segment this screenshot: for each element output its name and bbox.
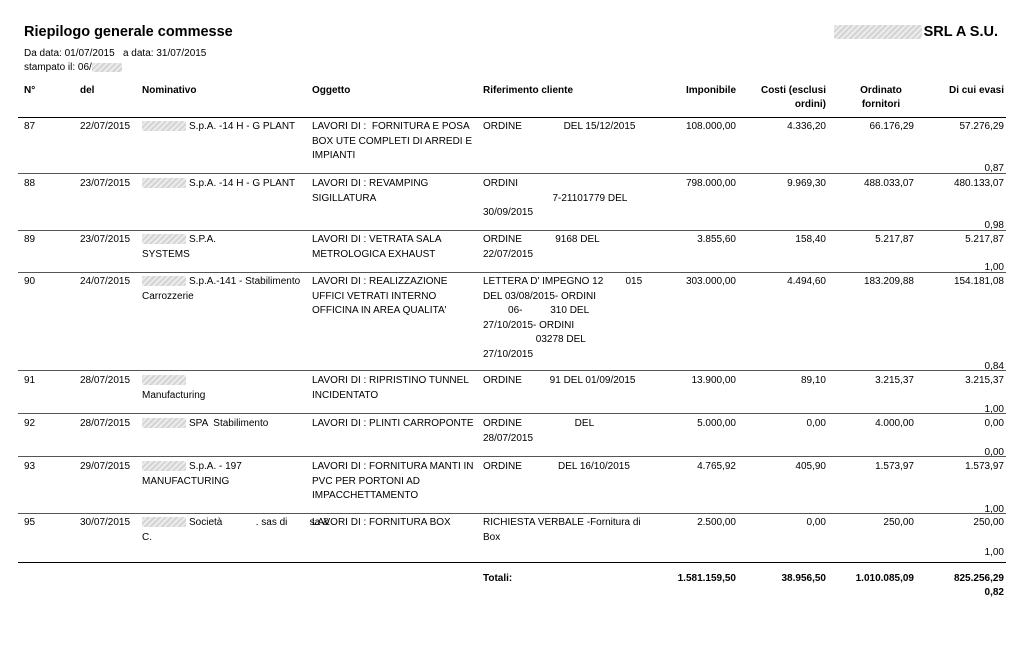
row-oggetto-line: LAVORI DI : FORNITURA MANTI IN (312, 461, 474, 472)
row-oggetto-line: IMPACCHETTAMENTO (312, 490, 419, 501)
row-riferimento-line: LETTERA D' IMPEGNO 12 015 (483, 276, 643, 287)
row-nominativo-line (142, 374, 189, 389)
row-ordinato: 1.573,97 (875, 461, 914, 472)
row-evasi: 57.276,29 (959, 121, 1004, 132)
row-ordinato: 488.033,07 (863, 178, 914, 189)
totals-label: Totali: (483, 573, 513, 584)
totals-imponibile: 1.581.159,50 (677, 573, 736, 584)
row-costi: 158,40 (795, 234, 826, 245)
col-imponibile: Imponibile (686, 85, 736, 96)
row-ordinato: 66.176,29 (869, 121, 914, 132)
row-imponibile: 108.000,00 (685, 121, 736, 132)
redacted-name (142, 121, 186, 131)
row-ordinato: 5.217,87 (875, 234, 914, 245)
row-riferimento-line: 7-21101779 DEL (483, 192, 628, 204)
row-oggetto-line: LAVORI DI : VETRATA SALA (312, 234, 442, 245)
row-rule (18, 413, 1006, 414)
redacted-printed-date (92, 63, 122, 72)
row-riferimento-line: ORDINI (483, 178, 518, 189)
row-oggetto-line: BOX UTE COMPLETI DI ARREDI E (312, 135, 473, 147)
row-rule (18, 230, 1006, 231)
redacted-name (142, 375, 186, 385)
row-nominativo-text: S.p.A. -14 H - G PLANT (189, 178, 296, 189)
row-oggetto-line: LAVORI DI : RIPRISTINO TUNNEL (312, 375, 469, 386)
row-riferimento-line: 03278 DEL (483, 334, 586, 345)
row-number: 95 (24, 517, 36, 528)
row-oggetto-line: LAVORI DI : REALIZZAZIONE (312, 276, 448, 287)
row-nominativo-line (142, 417, 268, 432)
row-rule (18, 272, 1006, 273)
row-imponibile: 303.000,00 (685, 276, 736, 287)
col-nominativo: Nominativo (142, 85, 197, 96)
row-nominativo-line (142, 516, 330, 531)
row-rule (18, 173, 1006, 174)
col-ordinato-line2: fornitori (861, 99, 901, 110)
row-oggetto-line: LAVORI DI : FORNITURA E POSA (312, 121, 470, 132)
company-name (834, 24, 998, 40)
row-oggetto-line: LAVORI DI : PLINTI CARROPONTE (312, 418, 474, 429)
row-ordinato: 183.209,88 (863, 276, 914, 287)
totals-evasi: 825.256,29 (953, 573, 1004, 584)
row-oggetto-line: LAVORI DI : FORNITURA BOX (312, 517, 451, 528)
totals-ratio: 0,82 (984, 587, 1004, 598)
row-nominativo-line (142, 233, 216, 248)
row-oggetto-line: PVC PER PORTONI AD (312, 475, 420, 487)
row-nominativo-text: Società . sas di sa & (189, 517, 330, 528)
col-ordinato (846, 84, 916, 112)
row-riferimento-line: Box (483, 531, 501, 543)
row-riferimento-line: 27/10/2015 (483, 348, 534, 360)
row-riferimento-line: 22/07/2015 (483, 248, 534, 260)
row-ratio: 0,98 (984, 220, 1004, 231)
company-suffix: SRL A S.U. (923, 24, 998, 40)
row-date: 29/07/2015 (80, 461, 131, 472)
row-number: 87 (24, 121, 36, 132)
row-date: 28/07/2015 (80, 418, 131, 429)
row-ratio: 1,00 (984, 404, 1004, 415)
col-costi-line2: ordini) (794, 99, 826, 110)
row-number: 92 (24, 418, 36, 429)
row-date: 24/07/2015 (80, 276, 131, 287)
col-riferimento: Riferimento cliente (483, 85, 574, 96)
row-costi: 4.494,60 (787, 276, 826, 287)
row-evasi: 0,00 (984, 418, 1004, 429)
row-oggetto-line: UFFICI VETRATI INTERNO (312, 290, 437, 302)
row-nominativo-text: S.P.A. (189, 234, 217, 245)
redacted-name (142, 418, 186, 428)
row-nominativo-line (142, 475, 229, 490)
row-nominativo-text: Carrozzerie (142, 290, 194, 302)
row-nominativo-line (142, 248, 190, 263)
row-number: 89 (24, 234, 36, 245)
row-nominativo-line (142, 177, 295, 192)
row-number: 93 (24, 461, 36, 472)
row-number: 90 (24, 276, 36, 287)
row-costi: 4.336,20 (787, 121, 826, 132)
row-ordinato: 4.000,00 (875, 418, 914, 429)
row-nominativo-text: C. (142, 531, 152, 543)
col-oggetto: Oggetto (312, 85, 351, 96)
col-ordinato-line1: Ordinato (860, 85, 902, 96)
row-riferimento-line: ORDINE DEL 15/12/2015 (483, 121, 636, 132)
row-ratio: 1,00 (984, 262, 1004, 273)
row-ordinato: 3.215,37 (875, 375, 914, 386)
row-rule (18, 456, 1006, 457)
row-date: 30/07/2015 (80, 517, 131, 528)
row-oggetto-line: INCIDENTATO (312, 389, 379, 401)
totals-costi: 38.956,50 (781, 573, 826, 584)
row-ratio: 0,00 (984, 447, 1004, 458)
row-riferimento-line: 06- 310 DEL (483, 305, 590, 316)
col-costi (740, 84, 826, 112)
totals-rule (18, 562, 1006, 563)
row-number: 88 (24, 178, 36, 189)
row-imponibile: 3.855,60 (697, 234, 736, 245)
row-oggetto-line: METROLOGICA EXHAUST (312, 248, 436, 260)
row-oggetto-line: OFFICINA IN AREA QUALITA' (312, 305, 447, 316)
row-nominativo-text: MANUFACTURING (142, 475, 230, 487)
redacted-name (142, 178, 186, 188)
row-nominativo-text: SPA Stabilimento (189, 418, 269, 429)
row-date: 23/07/2015 (80, 178, 131, 189)
row-nominativo-line (142, 120, 295, 135)
row-evasi: 154.181,08 (953, 276, 1004, 287)
row-rule (18, 513, 1006, 514)
row-nominativo-line (142, 460, 242, 475)
row-riferimento-line: DEL 03/08/2015- ORDINI (483, 290, 597, 302)
row-imponibile: 4.765,92 (697, 461, 736, 472)
row-costi: 9.969,30 (787, 178, 826, 189)
row-nominativo-line (142, 389, 205, 404)
row-number: 91 (24, 375, 36, 386)
row-imponibile: 798.000,00 (685, 178, 736, 189)
totals-ordinato: 1.010.085,09 (855, 573, 914, 584)
col-del: del (80, 85, 95, 96)
redacted-company-prefix (834, 25, 922, 39)
row-nominativo-text: S.p.A. - 197 (189, 461, 242, 472)
col-num: N° (24, 85, 36, 96)
redacted-name (142, 461, 186, 471)
redacted-name (142, 234, 186, 244)
row-nominativo-text: Manufacturing (142, 389, 206, 401)
row-nominativo-text: S.p.A.-141 - Stabilimento (189, 276, 301, 287)
row-rule (18, 370, 1006, 371)
redacted-name (142, 276, 186, 286)
col-evasi: Di cui evasi (948, 85, 1004, 96)
row-riferimento-line: 30/09/2015 (483, 207, 534, 218)
row-imponibile: 13.900,00 (691, 375, 736, 386)
row-riferimento-line: RICHIESTA VERBALE -Fornitura di (483, 517, 641, 528)
row-oggetto-line: LAVORI DI : REVAMPING (312, 178, 429, 189)
row-evasi: 250,00 (973, 517, 1004, 528)
report-title: Riepilogo generale commesse (24, 24, 233, 40)
row-evasi: 3.215,37 (965, 375, 1004, 386)
row-riferimento-line: 27/10/2015- ORDINI (483, 319, 575, 331)
row-riferimento-line: ORDINE 9168 DEL (483, 234, 600, 245)
row-date: 22/07/2015 (80, 121, 131, 132)
redacted-name (142, 517, 186, 527)
row-costi: 0,00 (806, 418, 826, 429)
row-imponibile: 5.000,00 (697, 418, 736, 429)
row-nominativo-line (142, 275, 300, 290)
row-ordinato: 250,00 (883, 517, 914, 528)
printed-label: stampato il: 06/ (24, 62, 92, 73)
row-evasi: 5.217,87 (965, 234, 1004, 245)
row-date: 23/07/2015 (80, 234, 131, 245)
printed-date (24, 62, 122, 73)
row-riferimento-line: ORDINE DEL (483, 418, 595, 429)
header-rule (18, 117, 1006, 118)
row-riferimento-line: ORDINE 91 DEL 01/09/2015 (483, 375, 636, 386)
row-date: 28/07/2015 (80, 375, 131, 386)
row-nominativo-text: SYSTEMS (142, 248, 190, 260)
date-range: Da data: 01/07/2015 a data: 31/07/2015 (24, 48, 207, 59)
col-costi-line1: Costi (esclusi (760, 85, 826, 96)
row-ratio: 0,87 (984, 163, 1004, 174)
row-nominativo-text: S.p.A. -14 H - G PLANT (189, 121, 296, 132)
row-evasi: 1.573,97 (965, 461, 1004, 472)
row-evasi: 480.133,07 (953, 178, 1004, 189)
row-oggetto-line: SIGILLATURA (312, 192, 377, 204)
row-ratio: 0,84 (984, 361, 1004, 372)
row-nominativo-line (142, 531, 152, 546)
row-nominativo-line (142, 290, 194, 305)
row-costi: 89,10 (800, 375, 826, 386)
row-riferimento-line: ORDINE DEL 16/10/2015 (483, 461, 630, 472)
row-ratio: 1,00 (984, 547, 1004, 558)
row-riferimento-line: 28/07/2015 (483, 432, 534, 444)
row-costi: 405,90 (795, 461, 826, 472)
row-costi: 0,00 (806, 517, 826, 528)
row-oggetto-line: IMPIANTI (312, 150, 356, 161)
row-imponibile: 2.500,00 (697, 517, 736, 528)
row-ratio: 1,00 (984, 504, 1004, 515)
